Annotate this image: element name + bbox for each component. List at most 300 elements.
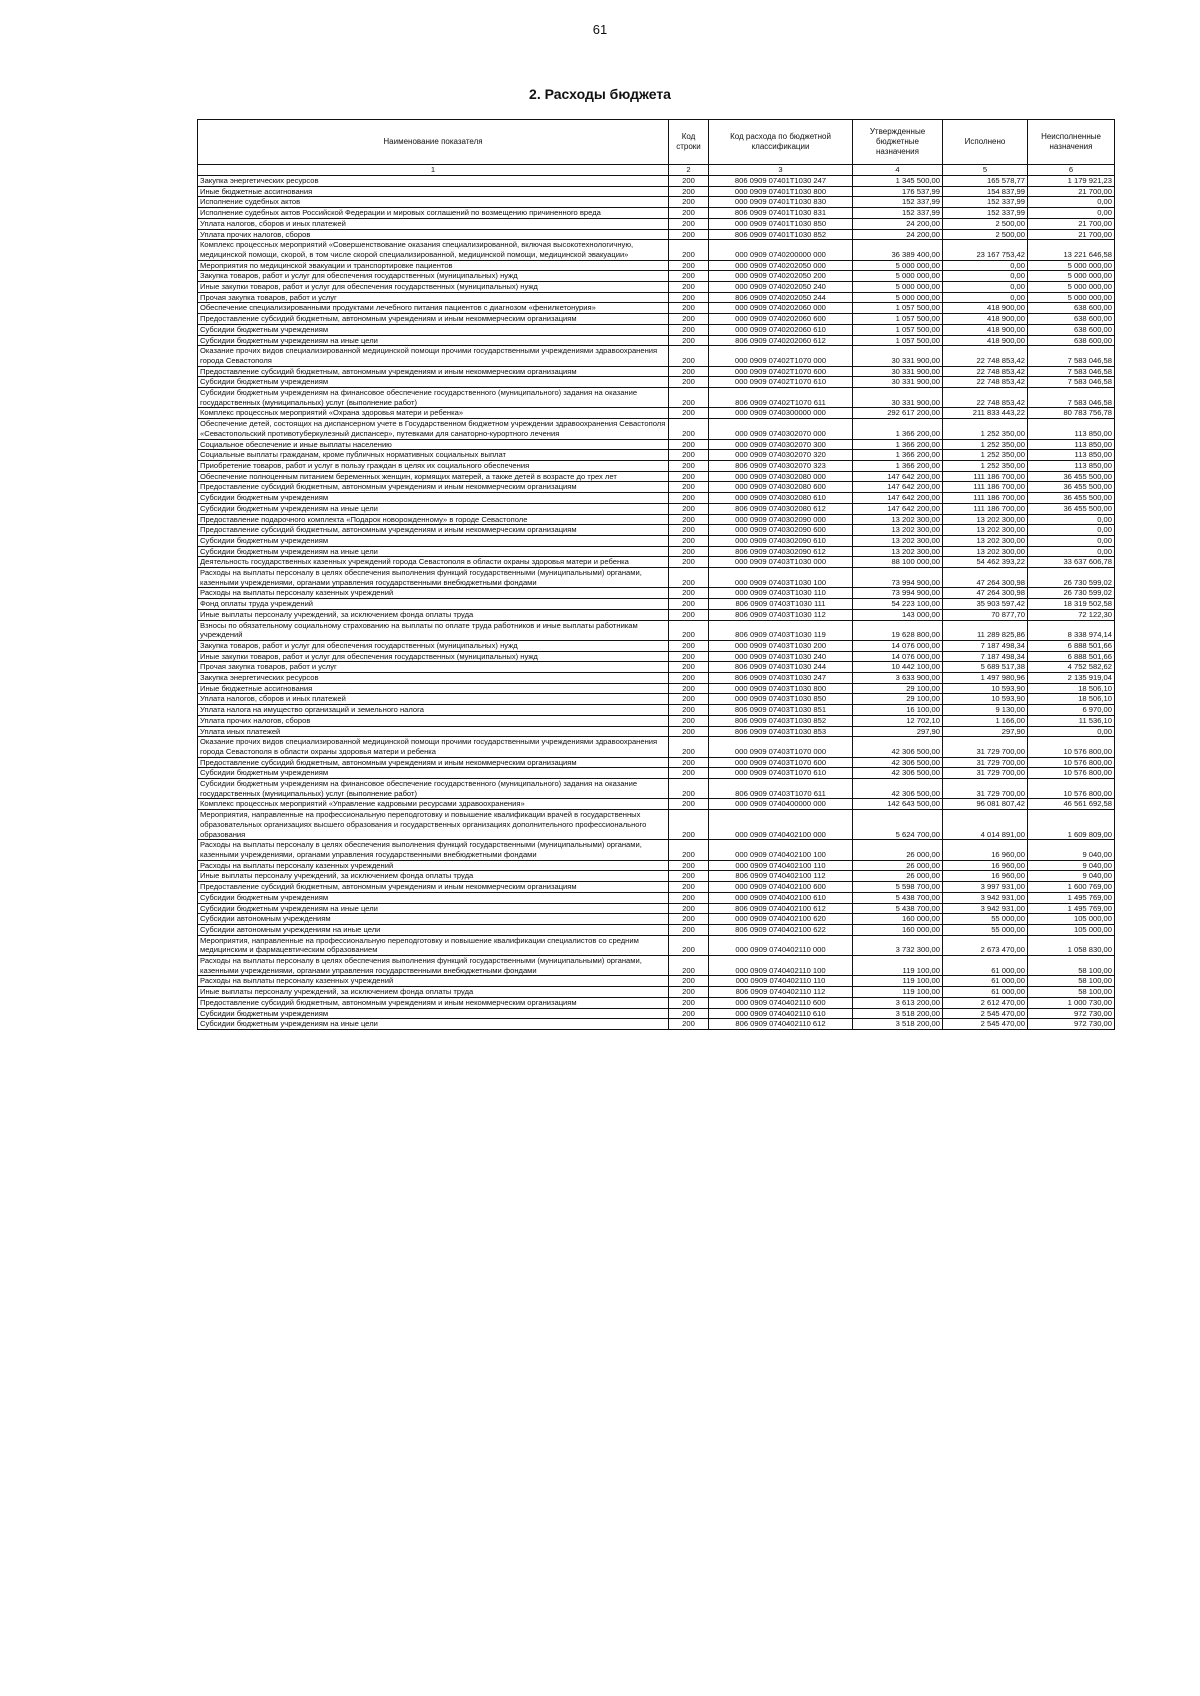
row-line-code: 200 <box>669 757 709 768</box>
row-expense-code: 000 0909 07403Т1030 800 <box>709 683 853 694</box>
row-expense-code: 000 0909 0740202050 240 <box>709 282 853 293</box>
row-approved: 30 331 900,00 <box>853 388 943 408</box>
row-name: Расходы на выплаты персоналу в целях обеспечения выполнения функций государственными (муниципальными) органами, казенными учреждениями, органами управления государственными внебюджетными фондами <box>198 568 669 588</box>
row-remaining: 33 637 606,78 <box>1028 557 1115 568</box>
row-line-code: 200 <box>669 335 709 346</box>
row-remaining: 58 100,00 <box>1028 987 1115 998</box>
row-name: Деятельность государственных казенных учреждений города Севастополя в области охраны здоровья матери и ребенка <box>198 557 669 568</box>
row-expense-code: 806 0909 07401Т1030 247 <box>709 176 853 187</box>
row-expense-code: 000 0909 0740402110 610 <box>709 1008 853 1019</box>
row-line-code: 200 <box>669 186 709 197</box>
row-executed: 55 000,00 <box>943 914 1028 925</box>
column-header-line-code: Код строки <box>669 120 709 165</box>
row-executed: 1 252 350,00 <box>943 439 1028 450</box>
row-approved: 42 306 500,00 <box>853 768 943 779</box>
row-approved: 5 000 000,00 <box>853 260 943 271</box>
row-approved: 30 331 900,00 <box>853 346 943 366</box>
row-remaining: 21 700,00 <box>1028 186 1115 197</box>
row-remaining: 0,00 <box>1028 208 1115 219</box>
row-line-code: 200 <box>669 346 709 366</box>
row-executed: 3 997 931,00 <box>943 882 1028 893</box>
row-approved: 19 628 800,00 <box>853 620 943 640</box>
row-name: Оказание прочих видов специализированной медицинской помощи прочими государственными учреждениями здравоохранения города Севастополя в области охраны здоровья матери и ребенка <box>198 737 669 757</box>
row-executed: 7 187 498,34 <box>943 640 1028 651</box>
table-row <box>198 186 1115 197</box>
row-approved: 3 633 900,00 <box>853 673 943 684</box>
row-line-code: 200 <box>669 282 709 293</box>
row-approved: 292 617 200,00 <box>853 408 943 419</box>
row-remaining: 18 506,10 <box>1028 683 1115 694</box>
row-expense-code: 806 0909 0740302070 323 <box>709 460 853 471</box>
row-remaining: 36 455 500,00 <box>1028 471 1115 482</box>
row-name: Иные выплаты персоналу учреждений, за исключением фонда оплаты труда <box>198 987 669 998</box>
row-line-code: 200 <box>669 997 709 1008</box>
row-remaining: 36 455 500,00 <box>1028 503 1115 514</box>
row-executed: 35 903 597,42 <box>943 599 1028 610</box>
table-row <box>198 176 1115 187</box>
row-approved: 147 642 200,00 <box>853 493 943 504</box>
row-approved: 42 306 500,00 <box>853 757 943 768</box>
row-approved: 176 537,99 <box>853 186 943 197</box>
row-executed: 70 877,70 <box>943 609 1028 620</box>
row-remaining: 1 609 809,00 <box>1028 810 1115 840</box>
row-remaining: 8 338 974,14 <box>1028 620 1115 640</box>
row-expense-code: 000 0909 0740302090 610 <box>709 535 853 546</box>
row-expense-code: 000 0909 0740302070 320 <box>709 450 853 461</box>
row-remaining: 7 583 046,58 <box>1028 388 1115 408</box>
row-line-code: 200 <box>669 314 709 325</box>
column-number-row <box>198 165 1115 176</box>
row-remaining: 10 576 800,00 <box>1028 768 1115 779</box>
row-expense-code: 000 0909 07401Т1030 800 <box>709 186 853 197</box>
table-row <box>198 377 1115 388</box>
row-line-code: 200 <box>669 640 709 651</box>
row-name: Комплекс процессных мероприятий «Совершенствование оказания специализированной, включая высокотехнологичную, медицинской помощи, скорой, в том числе скорой специализированной, медицинской помощи, медицинской эвакуации» <box>198 240 669 260</box>
row-expense-code: 806 0909 07403Т1030 247 <box>709 673 853 684</box>
row-approved: 14 076 000,00 <box>853 640 943 651</box>
row-line-code: 200 <box>669 1019 709 1030</box>
row-expense-code: 000 0909 07403Т1030 100 <box>709 568 853 588</box>
row-executed: 0,00 <box>943 260 1028 271</box>
row-remaining: 1 179 921,23 <box>1028 176 1115 187</box>
row-executed: 1 497 980,96 <box>943 673 1028 684</box>
row-line-code: 200 <box>669 673 709 684</box>
table-row <box>198 388 1115 408</box>
row-executed: 22 748 853,42 <box>943 388 1028 408</box>
row-line-code: 200 <box>669 197 709 208</box>
column-header-name: Наименование показателя <box>198 120 669 165</box>
row-expense-code: 806 0909 0740302080 612 <box>709 503 853 514</box>
table-row <box>198 546 1115 557</box>
row-executed: 1 252 350,00 <box>943 450 1028 461</box>
table-row <box>198 366 1115 377</box>
row-executed: 96 081 807,42 <box>943 799 1028 810</box>
row-approved: 1 366 200,00 <box>853 419 943 439</box>
row-remaining: 26 730 599,02 <box>1028 568 1115 588</box>
row-executed: 47 264 300,98 <box>943 568 1028 588</box>
row-expense-code: 806 0909 0740302090 612 <box>709 546 853 557</box>
row-expense-code: 806 0909 0740402110 112 <box>709 987 853 998</box>
row-line-code: 200 <box>669 976 709 987</box>
column-header-executed: Исполнено <box>943 120 1028 165</box>
table-row <box>198 683 1115 694</box>
row-name: Обеспечение детей, состоящих на диспансерном учете в Государственном бюджетном учреждении здравоохранения Севастополя «Севастопольский противотуберкулезный диспансер», путевками для санаторно-курортного лечения <box>198 419 669 439</box>
row-remaining: 1 000 730,00 <box>1028 997 1115 1008</box>
table-row <box>198 609 1115 620</box>
row-expense-code: 000 0909 0740300000 000 <box>709 408 853 419</box>
row-name: Уплата прочих налогов, сборов <box>198 229 669 240</box>
row-approved: 5 000 000,00 <box>853 271 943 282</box>
row-line-code: 200 <box>669 557 709 568</box>
document-title: 2. Расходы бюджета <box>529 86 671 102</box>
table-row <box>198 1019 1115 1030</box>
row-name: Субсидии бюджетным учреждениям <box>198 892 669 903</box>
row-name: Иные закупки товаров, работ и услуг для обеспечения государственных (муниципальных) нужд <box>198 651 669 662</box>
row-name: Предоставление подарочного комплекта «Подарок новорожденному» в городе Севастополе <box>198 514 669 525</box>
row-approved: 143 000,00 <box>853 609 943 620</box>
row-name: Комплекс процессных мероприятий «Управление кадровыми ресурсами здравоохранения» <box>198 799 669 810</box>
row-remaining: 105 000,00 <box>1028 924 1115 935</box>
row-remaining: 638 600,00 <box>1028 324 1115 335</box>
row-remaining: 58 100,00 <box>1028 976 1115 987</box>
row-approved: 1 366 200,00 <box>853 460 943 471</box>
row-name: Субсидии бюджетным учреждениям на иные цели <box>198 546 669 557</box>
row-approved: 42 306 500,00 <box>853 737 943 757</box>
row-expense-code: 000 0909 07403Т1030 240 <box>709 651 853 662</box>
row-approved: 30 331 900,00 <box>853 366 943 377</box>
table-row <box>198 450 1115 461</box>
table-row <box>198 871 1115 882</box>
row-executed: 54 462 393,22 <box>943 557 1028 568</box>
row-remaining: 0,00 <box>1028 525 1115 536</box>
row-line-code: 200 <box>669 620 709 640</box>
row-approved: 30 331 900,00 <box>853 377 943 388</box>
row-line-code: 200 <box>669 882 709 893</box>
table-row <box>198 726 1115 737</box>
table-row <box>198 715 1115 726</box>
row-approved: 16 100,00 <box>853 705 943 716</box>
row-line-code: 200 <box>669 956 709 976</box>
row-remaining: 7 583 046,58 <box>1028 346 1115 366</box>
row-executed: 61 000,00 <box>943 976 1028 987</box>
row-remaining: 6 888 501,66 <box>1028 640 1115 651</box>
row-expense-code: 000 0909 07403Т1030 110 <box>709 588 853 599</box>
row-remaining: 1 600 769,00 <box>1028 882 1115 893</box>
row-approved: 152 337,99 <box>853 208 943 219</box>
row-line-code: 200 <box>669 779 709 799</box>
row-name: Субсидии бюджетным учреждениям <box>198 377 669 388</box>
row-remaining: 26 730 599,02 <box>1028 588 1115 599</box>
row-executed: 13 202 300,00 <box>943 525 1028 536</box>
row-name: Уплата налогов, сборов и иных платежей <box>198 218 669 229</box>
row-name: Расходы на выплаты персоналу в целях обеспечения выполнения функций государственными (муниципальными) органами, казенными учреждениями, органами управления государственными внебюджетными фондами <box>198 840 669 860</box>
column-header-approved: Утвержденные бюджетные назначения <box>853 120 943 165</box>
row-line-code: 200 <box>669 737 709 757</box>
row-remaining: 6 970,00 <box>1028 705 1115 716</box>
row-remaining: 13 221 646,58 <box>1028 240 1115 260</box>
row-line-code: 200 <box>669 694 709 705</box>
row-executed: 31 729 700,00 <box>943 737 1028 757</box>
row-line-code: 200 <box>669 599 709 610</box>
row-name: Обеспечение специализированными продуктами лечебного питания пациентов с диагнозом «фенилкетонурия» <box>198 303 669 314</box>
row-line-code: 200 <box>669 662 709 673</box>
row-executed: 9 130,00 <box>943 705 1028 716</box>
row-remaining: 0,00 <box>1028 514 1115 525</box>
table-row <box>198 673 1115 684</box>
row-expense-code: 806 0909 0740202050 244 <box>709 292 853 303</box>
row-expense-code: 000 0909 07403Т1070 610 <box>709 768 853 779</box>
row-line-code: 200 <box>669 271 709 282</box>
table-row <box>198 1008 1115 1019</box>
row-line-code: 200 <box>669 377 709 388</box>
table-row <box>198 892 1115 903</box>
column-header-remaining: Неисполненные назначения <box>1028 120 1115 165</box>
row-line-code: 200 <box>669 450 709 461</box>
row-expense-code: 000 0909 07403Т1030 200 <box>709 640 853 651</box>
row-approved: 152 337,99 <box>853 197 943 208</box>
row-approved: 1 057 500,00 <box>853 314 943 325</box>
table-row <box>198 987 1115 998</box>
row-line-code: 200 <box>669 914 709 925</box>
row-line-code: 200 <box>669 683 709 694</box>
row-line-code: 200 <box>669 176 709 187</box>
table-row <box>198 779 1115 799</box>
row-approved: 1 057 500,00 <box>853 303 943 314</box>
row-line-code: 200 <box>669 568 709 588</box>
row-remaining: 4 752 582,62 <box>1028 662 1115 673</box>
row-expense-code: 000 0909 0740202050 200 <box>709 271 853 282</box>
row-name: Субсидии бюджетным учреждениям на иные цели <box>198 1019 669 1030</box>
row-executed: 418 900,00 <box>943 324 1028 335</box>
row-line-code: 200 <box>669 924 709 935</box>
row-executed: 61 000,00 <box>943 987 1028 998</box>
row-line-code: 200 <box>669 460 709 471</box>
row-executed: 16 960,00 <box>943 860 1028 871</box>
row-approved: 26 000,00 <box>853 860 943 871</box>
row-remaining: 21 700,00 <box>1028 218 1115 229</box>
row-name: Субсидии бюджетным учреждениям <box>198 324 669 335</box>
row-remaining: 972 730,00 <box>1028 1008 1115 1019</box>
row-executed: 47 264 300,98 <box>943 588 1028 599</box>
row-line-code: 200 <box>669 439 709 450</box>
row-remaining: 9 040,00 <box>1028 840 1115 860</box>
row-executed: 111 186 700,00 <box>943 493 1028 504</box>
row-executed: 0,00 <box>943 292 1028 303</box>
row-remaining: 0,00 <box>1028 726 1115 737</box>
table-row <box>198 303 1115 314</box>
column-number: 4 <box>853 165 943 176</box>
table-row <box>198 768 1115 779</box>
row-executed: 31 729 700,00 <box>943 768 1028 779</box>
table-row <box>198 282 1115 293</box>
row-approved: 160 000,00 <box>853 914 943 925</box>
row-line-code: 200 <box>669 810 709 840</box>
row-approved: 12 702,10 <box>853 715 943 726</box>
row-executed: 16 960,00 <box>943 840 1028 860</box>
row-name: Иные бюджетные ассигнования <box>198 186 669 197</box>
table-row <box>198 903 1115 914</box>
row-name: Расходы на выплаты персоналу казенных учреждений <box>198 976 669 987</box>
row-name: Субсидии бюджетным учреждениям на финансовое обеспечение государственного (муниципального) задания на оказание государственных (муниципальных) услуг (выполнение работ) <box>198 388 669 408</box>
row-approved: 5 438 700,00 <box>853 892 943 903</box>
row-line-code: 200 <box>669 840 709 860</box>
row-name: Уплата налогов, сборов и иных платежей <box>198 694 669 705</box>
row-line-code: 200 <box>669 324 709 335</box>
row-executed: 418 900,00 <box>943 335 1028 346</box>
row-executed: 16 960,00 <box>943 871 1028 882</box>
table-row <box>198 588 1115 599</box>
row-expense-code: 000 0909 07401Т1030 850 <box>709 218 853 229</box>
row-name: Приобретение товаров, работ и услуг в пользу граждан в целях их социального обеспечения <box>198 460 669 471</box>
row-expense-code: 806 0909 0740402100 622 <box>709 924 853 935</box>
row-expense-code: 806 0909 07401Т1030 852 <box>709 229 853 240</box>
table-row <box>198 240 1115 260</box>
row-approved: 24 200,00 <box>853 218 943 229</box>
row-executed: 13 202 300,00 <box>943 546 1028 557</box>
row-remaining: 21 700,00 <box>1028 229 1115 240</box>
row-executed: 1 252 350,00 <box>943 460 1028 471</box>
row-approved: 160 000,00 <box>853 924 943 935</box>
row-line-code: 200 <box>669 303 709 314</box>
table-row <box>198 260 1115 271</box>
row-name: Субсидии бюджетным учреждениям <box>198 1008 669 1019</box>
row-executed: 23 167 753,42 <box>943 240 1028 260</box>
table-row <box>198 860 1115 871</box>
row-line-code: 200 <box>669 218 709 229</box>
row-executed: 211 833 443,22 <box>943 408 1028 419</box>
row-name: Расходы на выплаты персоналу в целях обеспечения выполнения функций государственными (муниципальными) органами, казенными учреждениями, органами управления государственными внебюджетными фондами <box>198 956 669 976</box>
row-executed: 61 000,00 <box>943 956 1028 976</box>
row-name: Субсидии автономным учреждениям <box>198 914 669 925</box>
row-line-code: 200 <box>669 935 709 955</box>
table-row <box>198 705 1115 716</box>
row-name: Исполнение судебных актов <box>198 197 669 208</box>
row-executed: 22 748 853,42 <box>943 377 1028 388</box>
row-expense-code: 000 0909 07402Т1070 610 <box>709 377 853 388</box>
row-executed: 11 289 825,86 <box>943 620 1028 640</box>
row-line-code: 200 <box>669 229 709 240</box>
row-name: Закупка товаров, работ и услуг для обеспечения государственных (муниципальных) нужд <box>198 271 669 282</box>
column-number: 6 <box>1028 165 1115 176</box>
row-approved: 88 100 000,00 <box>853 557 943 568</box>
row-line-code: 200 <box>669 546 709 557</box>
row-name: Мероприятия, направленные на профессиональную переподготовку и повышение квалификации врачей в государственных образовательных организациях высшего образования и государственных организациях дополнительного профессионального образования <box>198 810 669 840</box>
row-expense-code: 806 0909 0740402100 612 <box>709 903 853 914</box>
row-approved: 1 345 500,00 <box>853 176 943 187</box>
row-expense-code: 000 0909 07403Т1070 600 <box>709 757 853 768</box>
row-approved: 119 100,00 <box>853 976 943 987</box>
table-row <box>198 218 1115 229</box>
row-executed: 31 729 700,00 <box>943 757 1028 768</box>
column-number: 2 <box>669 165 709 176</box>
row-executed: 0,00 <box>943 271 1028 282</box>
row-remaining: 5 000 000,00 <box>1028 292 1115 303</box>
row-approved: 142 643 500,00 <box>853 799 943 810</box>
row-approved: 29 100,00 <box>853 694 943 705</box>
row-line-code: 200 <box>669 705 709 716</box>
row-approved: 3 732 300,00 <box>853 935 943 955</box>
row-expense-code: 806 0909 07401Т1030 831 <box>709 208 853 219</box>
row-expense-code: 000 0909 0740402100 620 <box>709 914 853 925</box>
row-approved: 13 202 300,00 <box>853 535 943 546</box>
row-name: Прочая закупка товаров, работ и услуг <box>198 292 669 303</box>
table-row <box>198 557 1115 568</box>
row-expense-code: 000 0909 0740402100 110 <box>709 860 853 871</box>
row-expense-code: 000 0909 0740302090 600 <box>709 525 853 536</box>
row-approved: 3 518 200,00 <box>853 1008 943 1019</box>
row-expense-code: 806 0909 07403Т1030 853 <box>709 726 853 737</box>
row-executed: 1 166,00 <box>943 715 1028 726</box>
row-expense-code: 000 0909 07401Т1030 830 <box>709 197 853 208</box>
row-remaining: 7 583 046,58 <box>1028 377 1115 388</box>
row-executed: 13 202 300,00 <box>943 514 1028 525</box>
row-name: Предоставление субсидий бюджетным, автономным учреждениям и иным некоммерческим организациям <box>198 525 669 536</box>
row-expense-code: 000 0909 07403Т1030 000 <box>709 557 853 568</box>
table-row <box>198 956 1115 976</box>
row-name: Исполнение судебных актов Российской Федерации и мировых соглашений по возмещению причиненного вреда <box>198 208 669 219</box>
row-name: Предоставление субсидий бюджетным, автономным учреждениям и иным некоммерческим организациям <box>198 314 669 325</box>
table-body <box>198 176 1115 1030</box>
table-row <box>198 408 1115 419</box>
table-row <box>198 493 1115 504</box>
row-executed: 418 900,00 <box>943 314 1028 325</box>
row-executed: 152 337,99 <box>943 208 1028 219</box>
column-number: 5 <box>943 165 1028 176</box>
row-approved: 5 598 700,00 <box>853 882 943 893</box>
row-approved: 297,90 <box>853 726 943 737</box>
table-row <box>198 924 1115 935</box>
row-remaining: 1 058 830,00 <box>1028 935 1115 955</box>
row-approved: 13 202 300,00 <box>853 514 943 525</box>
row-remaining: 36 455 500,00 <box>1028 482 1115 493</box>
column-header-expense-code: Код расхода по бюджетной классификации <box>709 120 853 165</box>
row-executed: 10 593,90 <box>943 694 1028 705</box>
row-line-code: 200 <box>669 651 709 662</box>
row-name: Расходы на выплаты персоналу казенных учреждений <box>198 860 669 871</box>
page-number: 61 <box>592 22 608 37</box>
row-approved: 119 100,00 <box>853 987 943 998</box>
row-line-code: 200 <box>669 388 709 408</box>
row-line-code: 200 <box>669 715 709 726</box>
row-name: Субсидии бюджетным учреждениям на иные цели <box>198 503 669 514</box>
row-name: Уплата налога на имущество организаций и земельного налога <box>198 705 669 716</box>
row-expense-code: 000 0909 0740402100 610 <box>709 892 853 903</box>
row-approved: 24 200,00 <box>853 229 943 240</box>
row-remaining: 1 495 769,00 <box>1028 892 1115 903</box>
table-row <box>198 460 1115 471</box>
row-expense-code: 000 0909 0740302080 610 <box>709 493 853 504</box>
row-remaining: 11 536,10 <box>1028 715 1115 726</box>
row-expense-code: 000 0909 0740402110 000 <box>709 935 853 955</box>
row-expense-code: 806 0909 07403Т1030 852 <box>709 715 853 726</box>
row-line-code: 200 <box>669 860 709 871</box>
row-expense-code: 806 0909 07403Т1030 119 <box>709 620 853 640</box>
table-row <box>198 439 1115 450</box>
row-expense-code: 000 0909 0740402110 100 <box>709 956 853 976</box>
row-name: Фонд оплаты труда учреждений <box>198 599 669 610</box>
row-approved: 14 076 000,00 <box>853 651 943 662</box>
row-name: Прочая закупка товаров, работ и услуг <box>198 662 669 673</box>
table-row <box>198 840 1115 860</box>
row-approved: 1 057 500,00 <box>853 335 943 346</box>
row-executed: 154 837,99 <box>943 186 1028 197</box>
row-line-code: 200 <box>669 514 709 525</box>
row-expense-code: 000 0909 0740402110 110 <box>709 976 853 987</box>
row-expense-code: 806 0909 07403Т1030 244 <box>709 662 853 673</box>
row-expense-code: 000 0909 0740200000 000 <box>709 240 853 260</box>
row-executed: 55 000,00 <box>943 924 1028 935</box>
row-approved: 73 994 900,00 <box>853 568 943 588</box>
